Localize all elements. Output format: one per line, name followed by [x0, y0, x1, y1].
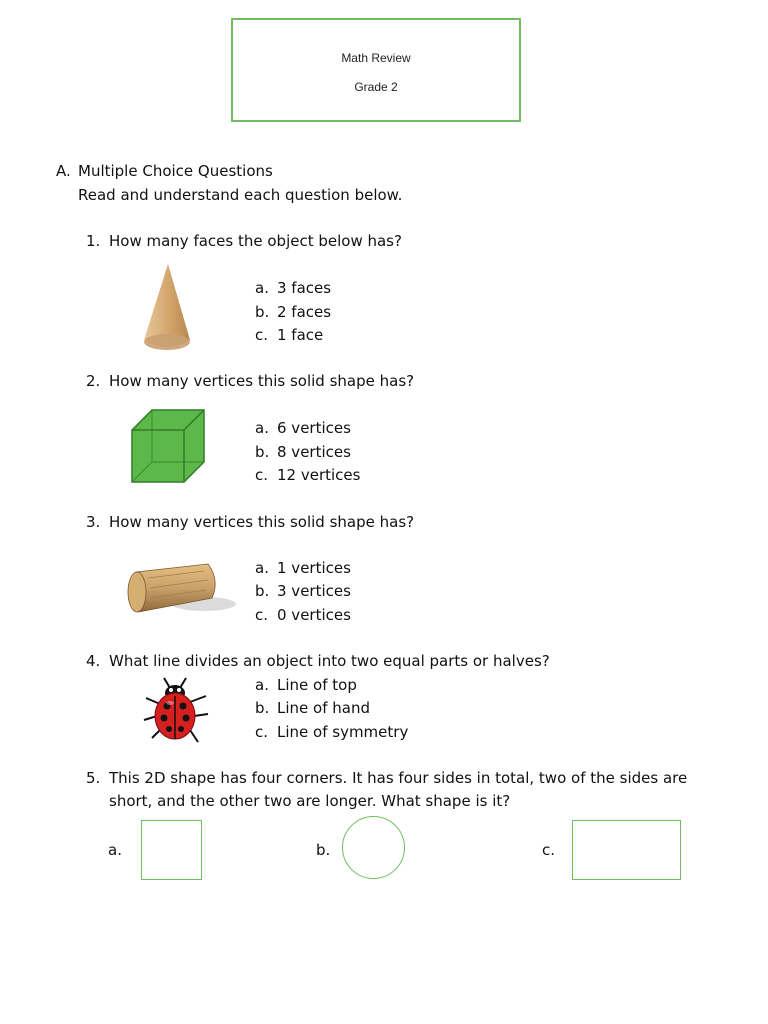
option-text: 3 vertices: [277, 582, 351, 600]
option-letter: a.: [255, 559, 269, 577]
option-letter: b.: [255, 443, 270, 461]
option-text: 8 vertices: [277, 443, 351, 461]
option-text: 12 vertices: [277, 466, 361, 484]
option-letter: c.: [255, 606, 269, 624]
option-letter: b.: [255, 699, 270, 717]
option-letter: b.: [255, 303, 270, 321]
section-letter: A.: [56, 162, 71, 180]
grade-label: Grade 2: [354, 80, 398, 94]
option-letter: a.: [255, 676, 269, 694]
option-text: 1 vertices: [277, 559, 351, 577]
question-number: 3.: [86, 513, 101, 531]
option-text: Line of top: [277, 676, 357, 694]
shape-option-letter: c.: [542, 841, 556, 859]
shape-option-letter: a.: [108, 841, 122, 859]
option-letter: c.: [255, 326, 269, 344]
question-text: How many vertices this solid shape has?: [109, 513, 415, 531]
option-text: 0 vertices: [277, 606, 351, 624]
option-letter: c.: [255, 723, 269, 741]
doc-title: Math Review: [341, 51, 411, 65]
question-number: 5.: [86, 769, 101, 787]
question-text-line1: This 2D shape has four corners. It has four sides in total, two of the sides are: [109, 769, 688, 787]
cube-image: [130, 408, 206, 484]
option-letter: c.: [255, 466, 269, 484]
option-letter: b.: [255, 582, 270, 600]
option-text: Line of symmetry: [277, 723, 409, 741]
question-text-line2: short, and the other two are longer. What shape is it?: [109, 792, 511, 810]
shape-option-letter: b.: [316, 841, 331, 859]
title-box: [231, 18, 521, 122]
rectangle-shape: [572, 820, 681, 880]
question-text: What line divides an object into two equal parts or halves?: [109, 652, 550, 670]
section-title: Multiple Choice Questions: [78, 162, 273, 180]
question-number: 1.: [86, 232, 101, 250]
section-instruction: Read and understand each question below.: [78, 186, 403, 204]
option-text: 2 faces: [277, 303, 332, 321]
option-text: 3 faces: [277, 279, 332, 297]
option-text: 1 face: [277, 326, 324, 344]
question-text: How many vertices this solid shape has?: [109, 372, 415, 390]
option-text: 6 vertices: [277, 419, 351, 437]
question-text: How many faces the object below has?: [109, 232, 402, 250]
circle-shape: [342, 816, 405, 879]
ladybug-image: [140, 676, 212, 748]
option-letter: a.: [255, 279, 269, 297]
cylinder-log-image: [124, 560, 238, 616]
square-shape: [141, 820, 202, 880]
option-text: Line of hand: [277, 699, 370, 717]
option-letter: a.: [255, 419, 269, 437]
cone-image: [138, 262, 198, 354]
question-number: 2.: [86, 372, 101, 390]
question-number: 4.: [86, 652, 101, 670]
